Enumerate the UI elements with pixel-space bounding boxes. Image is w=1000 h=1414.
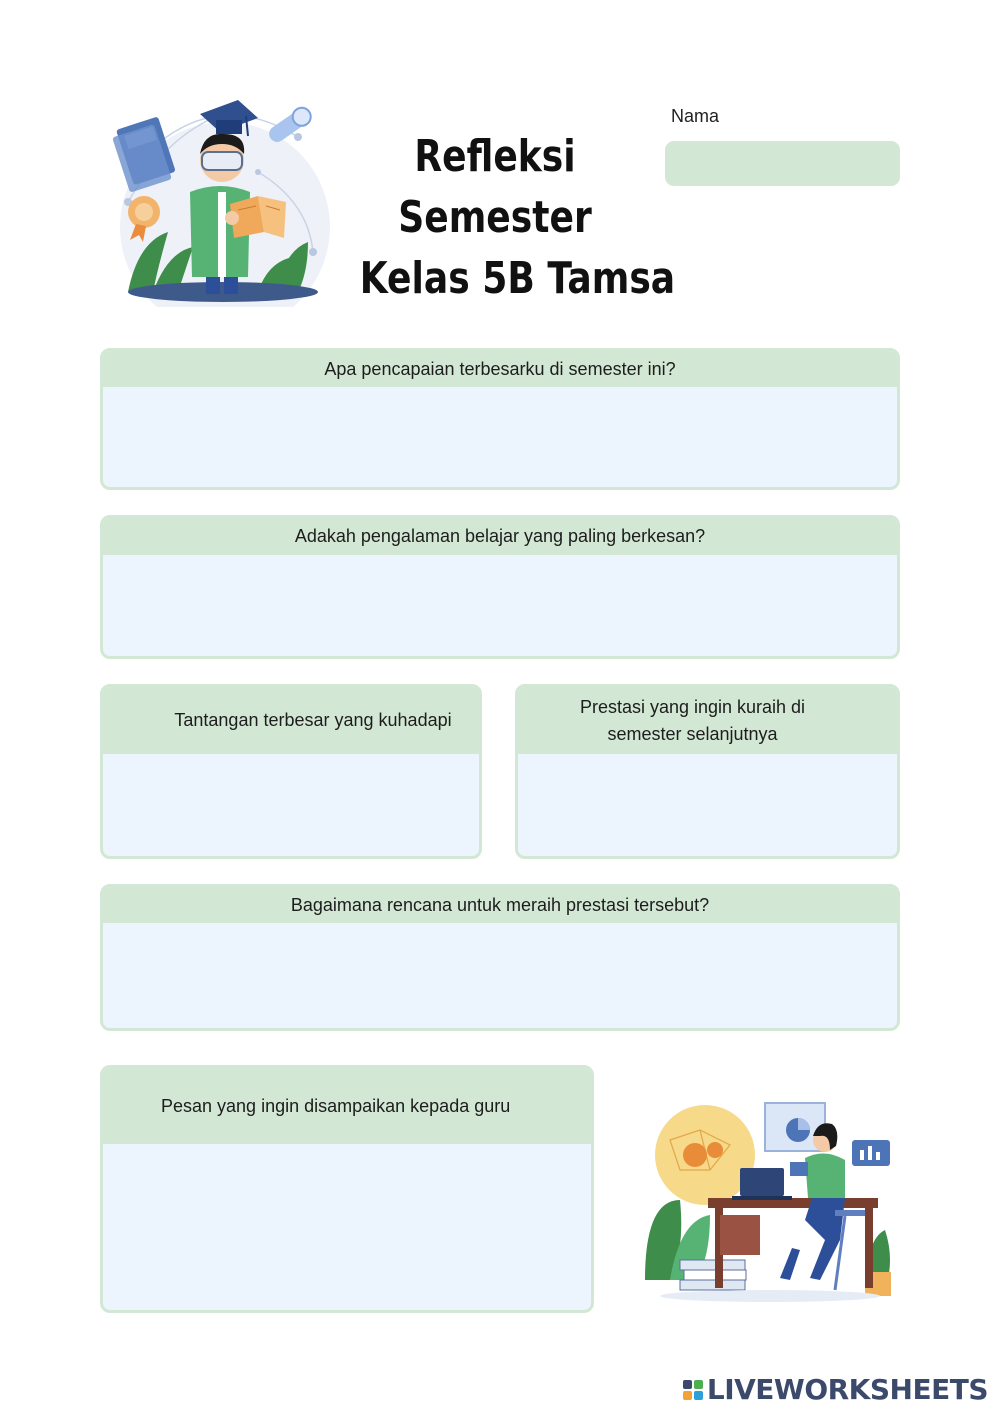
question-card-plan — [100, 884, 900, 1031]
title-line-1: Refleksi — [414, 131, 576, 182]
question-card-message-teacher — [100, 1065, 594, 1313]
question-label: Adakah pengalaman belajar yang paling berkesan? — [103, 518, 897, 555]
name-label: Nama — [671, 106, 720, 126]
title-line-2: Semester — [398, 192, 592, 243]
question-label: Apa pencapaian terbesarku di semester ini? — [103, 351, 897, 387]
page-title — [359, 126, 676, 309]
question-card-experience — [100, 515, 900, 659]
question-label: Pesan yang ingin disampaikan kepada guru — [103, 1068, 591, 1144]
answer-field[interactable] — [103, 387, 897, 487]
answer-field[interactable] — [103, 555, 897, 656]
question-card-next-goal — [515, 684, 900, 859]
student-vr-reading-illustration — [108, 92, 333, 307]
answer-field[interactable] — [103, 1144, 591, 1310]
woman-laptop-desk-illustration — [640, 1100, 905, 1305]
answer-field[interactable] — [103, 923, 897, 1028]
answer-field[interactable] — [518, 754, 897, 854]
logo-text: LIVEWORKSHEETS — [706, 1373, 988, 1406]
question-label: Prestasi yang ingin kuraih di semester selanjutnya — [518, 687, 897, 754]
question-card-challenge — [100, 684, 482, 859]
logo-mark-icon — [683, 1380, 703, 1400]
name-field[interactable] — [665, 141, 900, 186]
question-label: Tantangan terbesar yang kuhadapi — [103, 687, 479, 754]
answer-field[interactable] — [103, 754, 479, 854]
question-label: Bagaimana rencana untuk meraih prestasi tersebut? — [103, 887, 897, 923]
title-line-3: Kelas 5B Tamsa — [359, 253, 676, 304]
liveworksheets-logo — [683, 1373, 988, 1406]
question-card-achievement — [100, 348, 900, 490]
